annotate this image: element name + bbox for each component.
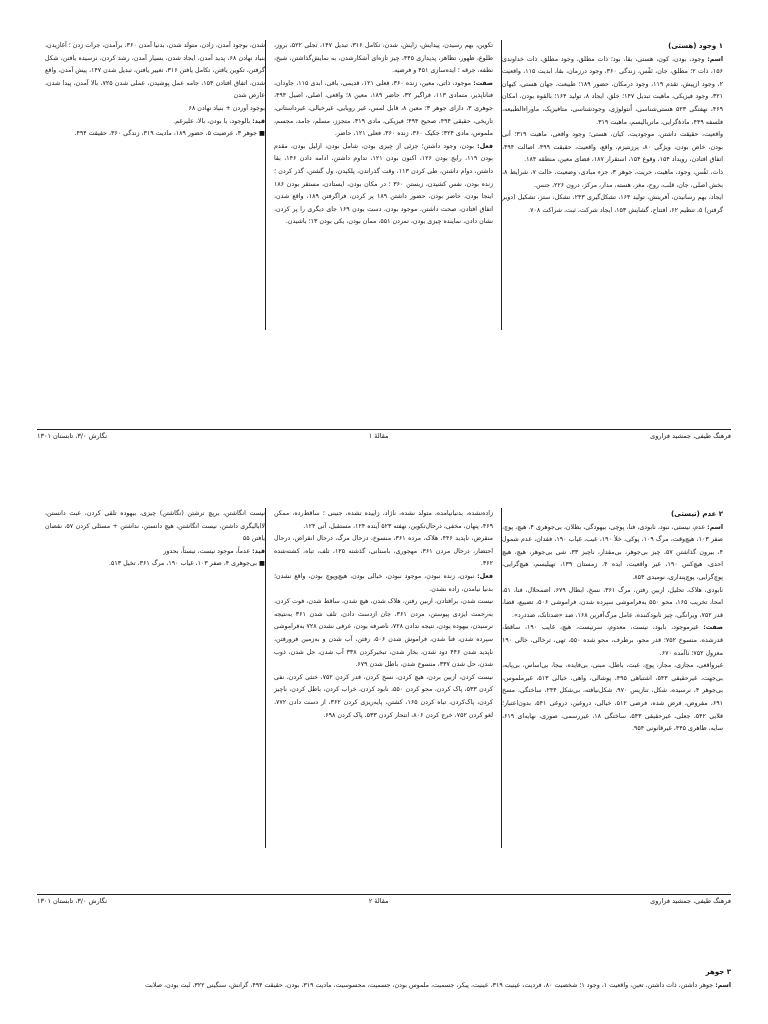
footer-book-title: فرهنگ طیفی، جمشید فراروی (650, 897, 731, 905)
footer-version: نگارش ۳/۰، تابستان ۱۳۰۱ (37, 432, 108, 440)
column-left (37, 508, 265, 848)
column-middle (265, 508, 502, 848)
paragraph: تکوین، بهم رسیدن، پیدایش، زایش، شدن، تکامل ۳۱۶، تبدیل ۱۴۷، تجلی ۵۲۲، بروز، طلوع، ظهور، تظاهر، پدیداری ۴۴۵، چیز تازه‌ای آشکارشدن، به نمایش‌گذاشتن، شیخ، نطفه، جرقه ؛ ایده‌سازی ۴۵۱ و فرضیه. (274, 42, 494, 75)
paragraph: فعل: بودن، وجود داشتن؛ جزئی از چیزی بودن، شامل بودن، ازلیل بودن، مقدم بودن ۱۱۹، رایج بودن ۱۲۶، اکنون بودن ۱۲۱، تداوم داشتن، ادامه دادن ۱۴۶، بقا داشتن، دوام داشتن، طی کردن ۱۱۳، وقت گذراندن، پلکیدن، ول گشتن، گذر کردن ؛ زنده بودن، نفس کشیدن، زیستن ۳۶۰ ؛ در مکان بودن، ایستادن، مستقر بودن ۱۸۶ اینجا بودن، حاضر بودن، حضور داشتن ۱۸۹ پر کردن، فراگرفتن ۱۸۹، واقع شدن، اتفاق افتادن، صحت داشتن، موجود بودن، دست بودن ۱۶۹ جای دیگری را پر کردن، نشان دادن، نماینده چیزی بودن، تمردن ۵۵۱، ممان بودن، یکی بودن ۱۳؛ باشیدن. (274, 142, 494, 226)
article-heading: ۱ وجود (هستی) (668, 42, 723, 50)
page-footer (37, 897, 731, 906)
paragraph: ■ جوهر ۳، عرضیت ۵، حضور ۱۸۹، مادیت ۳۱۹، زندگی ۳۶۰، حقیقت ۴۹۴. (74, 130, 265, 138)
page-3-start (37, 966, 731, 1024)
paragraph: زاده‌نشده، بدنیانیامده، متولد نشده، ناژاد، زاییده نشده، جنینی ؛ ساقط‌رده، ممکن ۴۶۹، پنهان، مخفی، درحال‌تکوین، نهفته ۵۲۳ آینده ۱۲۴، مستقبل، آتی ۱۲۴. (274, 510, 493, 530)
footer-rule (37, 894, 731, 895)
paragraph: اسم: وجود، بودن، کون، هستی، بقا، بود؛ ذات مطلق، وجود مطلق، ذات خداوندی ۱۵۶، ذات ۲؛ مطلق، جان، نَفْس، زندگی ۳۶۰، وجود درزمان، بقا، ابدیت ۱۱۵، واقعیت ۲، وجود ازپیش، تقدم ۱۱۹، وجود درمکان، حضور ۱۸۹؛ طبیعت، جهان هستی، کیهان ۳۲۱، وجود فیزیکی، ماهیت تبدیل ۱۴۷؛ خلق، ایجاد ۸، تولید ۱۶۴؛ بالقوه بودن، امکان ۴۶۹، نهفتگی ۵۲۳ هستی‌شناسی، اُنتولوژی، وجودشناسی، متافیزیک، ماوراءالطبیعه، فلسفه ۴۴۹، مادهٔ‌گرایی، ماتریالیسم، ماهیت ۳۱۹. (502, 55, 724, 126)
paragraph: واقعیت، حقیقت داشتن، موجودیت، کیان، هستی؛ وجود واقعی، ماهیت ۳۱۹؛ اَنی بودن، خاص بودن، ویژگی ۸۰، پرزنتیزم، واقع، واقعیت، حقیقت ۴۹۹، اصالت ۴۹۴، اتفاق افتادن، رویداد ۱۵۴، وقوع ۱۵۴، استقرار ۱۸۷، فضای معین، منطقه ۱۸۴. (502, 131, 723, 164)
article-heading: ۳ جوهر (705, 968, 731, 976)
footer-version: نگارش ۳/۰، تابستان ۱۳۰۱ (37, 897, 108, 905)
paragraph: صفت: موجود، ذاتی، معین، زنده ۳۶۰، فعلی ۱۲۱، قدیمی، باقی، ابدی ۱۱۵، جاودان، فناناپذیر، متمادی ۱۱۳، فراگیر ۳۲، حاضر ۱۸۹، معین ۸؛ واقعی، اصلی، اصیل ۴۹۴، جوهری ۳، دارای جوهر ۳؛ معین ۸، قابل لمس، غیر رویایی، غیرخیالی، غیرداستانی، تاریخی، حقیقی ۴۹۴، صحیح ۴۹۴؛ فیزیکی، مادی ۳۱۹، متجزز، مسلم، جامد، مجسم، ملموس، مادی ۳۲۴؛ جکیک ۳۶۰، زنده ۳۶۰، فعلی ۱۲۱، حاضر. (274, 79, 493, 138)
paragraph: بوجود آوردن + بنیاد نهادن ۶۸ (188, 104, 265, 112)
paragraph: ذات، نَفْس، وجود، ماهیت، حریت، جوهر ۳، جزء مبادی، وضعیت، حالت ۷، شرایط ۸، بخش اصلی، جان، قلب، روح، مغز، هسته، مدار، مرکز، درون ۲۲۶، جنس. (502, 168, 723, 189)
paragraph: نیست انگاشتن، برپچ نرشتن (نگاشتن) چیزی، بیهوده تلقی کردن، عبث دانستن، لاابالیگری داشتن، نیست انگاشتن، هیچ دانستن، نداشتن + مسئلی کردن ۵۷، نقصان یافتن ۵۵ (45, 510, 265, 543)
paragraph: قید: بالوجود، با بودن، بالا، علیرغم. (173, 117, 265, 125)
paragraph: غیرواقعی، مجازی، مجاز، پوچ، عبث، باطل، مبنی، بی‌فایده، بیجا، بی‌اساس، بی‌پایه، بی‌جهت، غیرحقیقی ۵۴۳، اشتباهی ۴۹۵، پوشالی، واهی، خیالی ۵۱۳، غیرملموس، بی‌جوهر ۴، نرسیده، شکل، تنازیس ۹۷۰، شکل‌نیافته، بی‌شکل ۲۴۴، ساختگی، مسخ ۶۹۱، مفروض، فرض شده، فرضی ۵۱۲، خیالی، دروغین، دروغی ۵۴۱، بدون‌اعتبار؛ قلابی ۵۴۲، جعلی، غیرحقیقی ۵۴۳، ساختگی ۱۸، غیررسمی، صوری، نهایه‌ای ۶۱۹، سایه، ظاهری ۴۴۵، غیرقانونی ۹۵۴. (502, 662, 723, 733)
paragraph: اسم: جوهر داشتن، ذات داشتن، تعین، واقعیت ۱، وجود ۱؛ شخصیت ۸۰، فردیت، عینیت ۳۱۹، عینیت، پیکر، جسمیت، ملموس بودن، جسمیت، محسوسیت، مادیت ۳۱۹، بودن، حقیقت ۴۹۴، گرانش، سنگینی ۳۲۲، ثَبت بودن، صلابت (145, 981, 731, 989)
paragraph: نیست کردن، ازبین بردن، هیچ کردن، نسخ کردن، قدر کردن ۷۵۲، خنثی کردن، نفی کردن ۵۳۳، پاک کردن، محو کردن ۵۵۰، نابود کردن، خراب کردن، باطل کردن، ناچیز کردن، پاک‌کردن، تباه کردن ۱۶۵، کشتن، پایه‌ریزی کردن ۳۶۲، از دست دادن ۷۷۲، لغو کردن ۷۵۲، خرج کردن ۸۰۶، انتحار کردن ۵۳۳، پاک کردن ۶۹۸. (274, 673, 494, 719)
paragraph: منقرض، ناپدید ۴۴۶، هلاک، مرده ۳۶۱، منسوخ، درحال مرگ، درحال انقراض، درحال احتضار، درحال مردن ۳۶۱، مهجوری، باستانی، گذشته ۱۲۵، تلف، تباه، کشته‌شده ۳۶۲. (274, 535, 493, 568)
paragraph: نیست شدن، برافتادن، ازبین رفتن، هلاک شدن، هیچ شدن، ساقط شدن، فوت کردن، به‌رحمت ایزدی پیوستن، مردن ۳۶۱، جان ازدست دادن، تلف شدن ۳۶۱ به‌نتیجه نرسیدن، بیهوده بودن، نتیجه ندادن ۷۲۸، ناصرفه بودن، عرفی نشدن ۷۲۸ به‌فراموشی سپرده شدن، فنا شدن، فراموش شدن ۵۰۶، رفتن، آب شدن و به‌زمین فرورفتن، ناپدید شدن ۴۴۶ دود شدن، بخار شدن، تبخیرکردن ۳۳۸ آب شدن، حل شدن، ذوب شدن، حل شدن ۳۳۷، منسوخ شدن، باطل شدن ۶۷۹. (274, 598, 494, 669)
footer-article-number: مقالهٔ ۲ (368, 897, 389, 905)
paragraph: نابودی، هلاک، تحلیل، ازبین رفتن، مرگ ۳۶۱، نسخ، ابطال ۶۷۹، اضمحلال، فنا، ۵۱، امحا، تخریب ۱۶۵، محو ۵۵۰ به‌فراموشی سپرده شدن، فراموشی ۵۰۶، تضییع، قضا، قدر ۷۵۲، ویرانگی، چیز نابودکننده، عامل مرگ‌آفرین ۱۶۸، ضد «ضدتانک، ضددرد». (502, 586, 724, 619)
page-2-columns (37, 508, 731, 848)
column-right (502, 508, 731, 848)
article-heading: ۲ عدم (نیستی) (670, 510, 723, 518)
paragraph: شدن، بوجود آمدن، زادن، متولد شدن، بدنیا آمدن ۳۶۰، برآمدن، جرات زدن ؛ آغازیدن، بنیاد نهادن ۶۸، پدید آمدن، ایجاد شدن، بسیار آمدن، رشد کردن، نرسیده یافتن، شکل گرفتن، تکوین یافتن، تکامل یافتن ۳۱۶، تغییر یافتن، تبدیل شدن ۱۴۷، پیش آمدن، واقع شدن، اتفاق افتادن ۱۵۴، جامه عمل پوشیدن، عملی شدن ۷۲۵، بالا آمدن، پیدا شدن، عارض شدن (45, 42, 265, 100)
paragraph: ■ بی‌جوهری ۴، صفر ۱۰۳، غیاب ۱۹۰، مرگ ۳۶۱، تخیل ۵۱۳. (108, 560, 265, 568)
paragraph: قید: عدماً، موجود نیست، نیستاً، بحدور (163, 547, 265, 555)
footer-article-number: مقالهٔ ۱ (368, 432, 389, 440)
paragraph: ایجاد، بهم رسانیدن، آفرینش، تولید ۱۶۴، تشکل‌گیری ۲۴۳، تشکل، ستز، تشکیل (دوبر گرفتن) ۵، تنظیم ۶۲، افتتاح، گشایش ۱۵۳، ایجاد شرکت، ثبت، شراکت ۷۰۸. (502, 194, 724, 214)
paragraph: فعل: نبودن، زنده نبودن، موجود نبودن، خیالی بودن، هیچ‌وپوچ بودن، واقع نشدن؛ بدنیا نیامدن، زاده نشدن. (274, 572, 493, 593)
paragraph: اسم: عدم، نیستی، نبود، نابودی، فنا، پوچی، بیهودگی، بطلان، بی‌جوهری ۴، هیچ، پوچ، صفر ۱۰۳، هیچ‌وقت، مرگ ۱۰۹، پوکی، خلأ ۱۹۰، غیب، غیاب ۱۹۰، فقدان، عدم شمول ۴، بیرون گذاشتن ۵۷، چیز بی‌جوهر، بی‌مقدار، ناچیز ۳۳، شی بی‌جوهر، هیچ، هیچ احدی، هیچ‌کس ۱۹۰، غیر واقعیت، ایده ۴، زمستان ۱۳۹، تهیلیسم، هیچ‌گرایی، پوچ‌گرایی، پوچ‌پنداری، نومیدی ۸۵۳. (502, 523, 723, 581)
footer-book-title: فرهنگ طیفی، جمشید فراروی (650, 432, 731, 440)
paragraph: صفت: غیرموجود، نابود، نیست، معدوم، سرنیست، هیچ، غایب ۱۹۰، ساقط، قدرشده، منسوخ ۷۵۲؛ قدر محو، برطرف، محو شده ۵۵۰، تهی، ترخالی، خالی ۱۹۰ معزول ۷۵۲؛ ناآمده ۶۷۰. (502, 624, 723, 657)
